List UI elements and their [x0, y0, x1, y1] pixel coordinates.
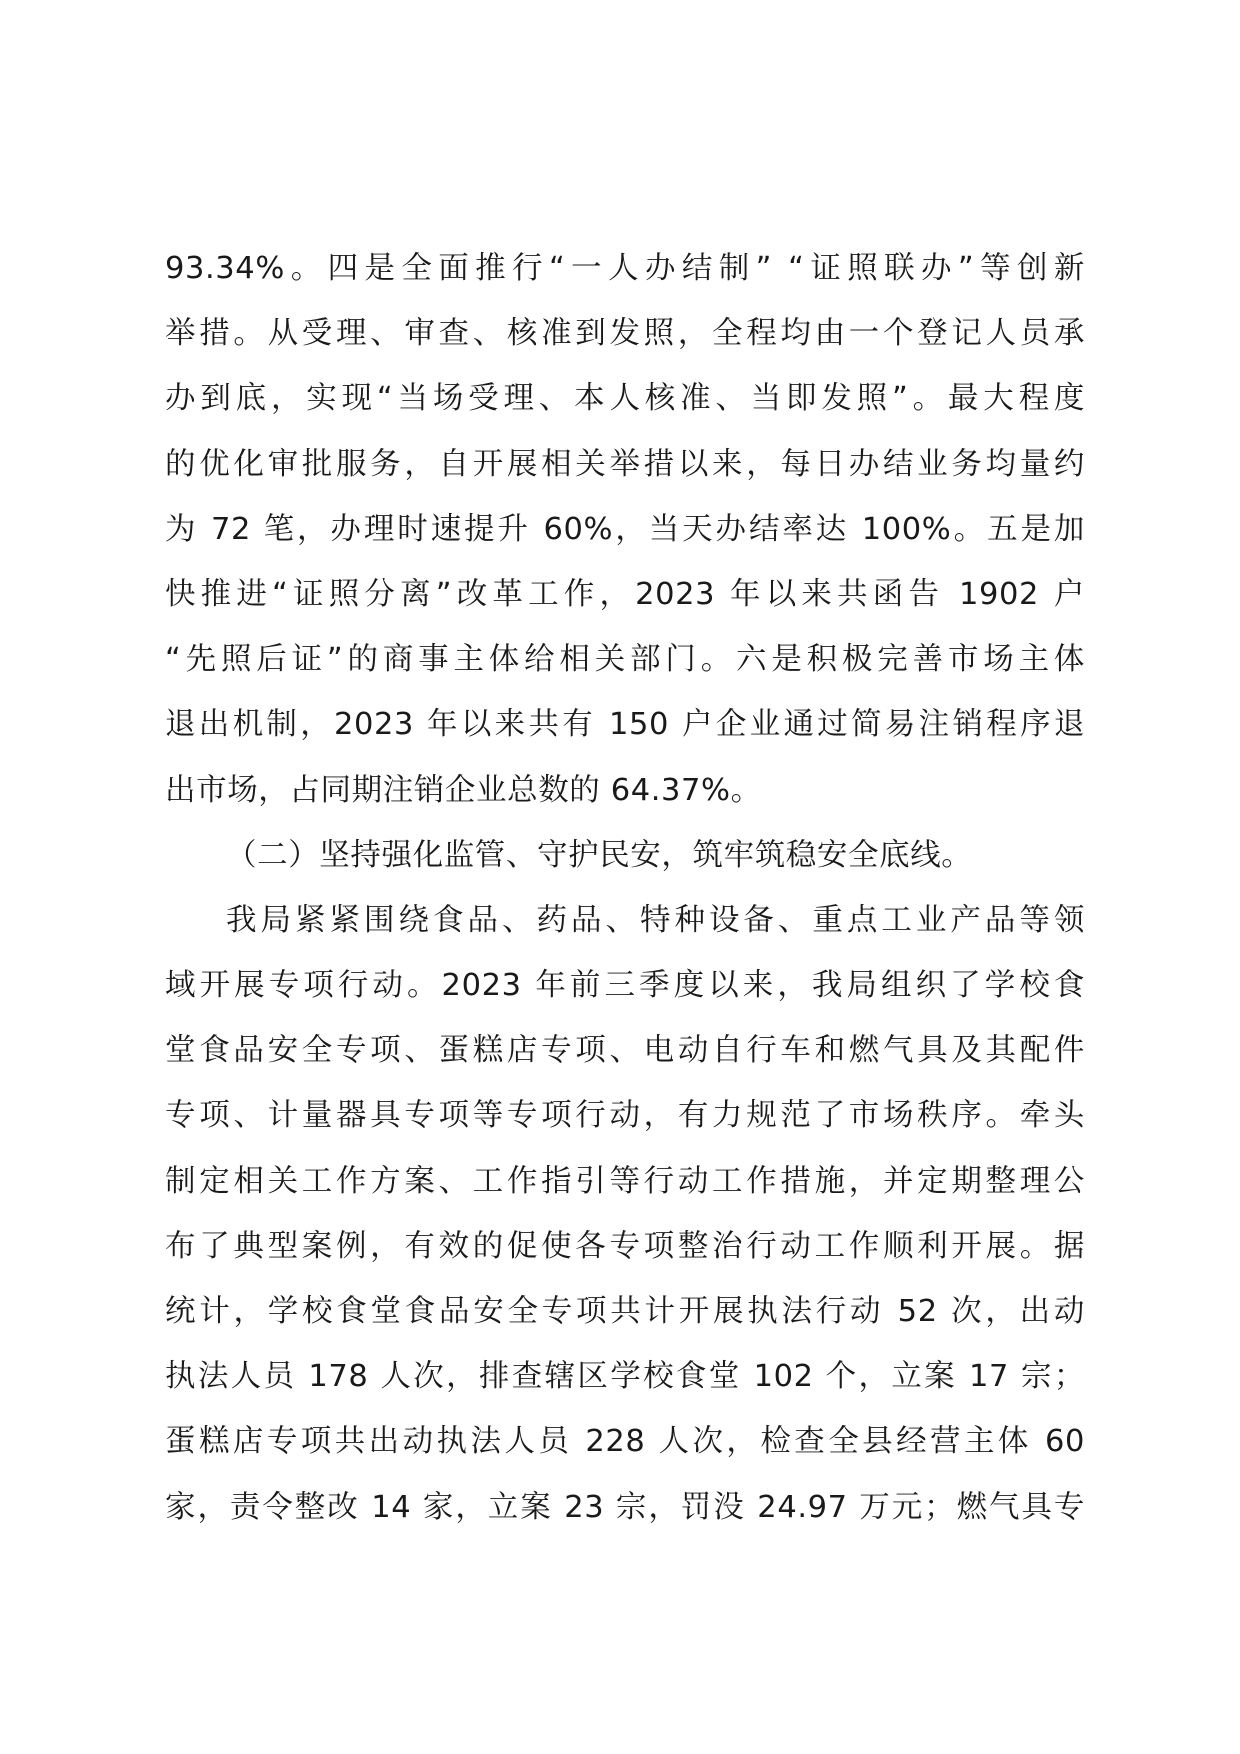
text-line: 的优化审批服务，自开展相关举措以来，每日办结业务均量约: [165, 446, 1085, 482]
text-line: 执法人员 178 人次，排查辖区学校食堂 102 个，立案 17 宗；: [165, 1359, 1085, 1395]
document-body: [165, 236, 1085, 1540]
paragraph-first-line: 我局紧紧围绕食品、药品、特种设备、重点工业产品等领: [226, 902, 1085, 938]
text-line: 家，责令整改 14 家，立案 23 宗，罚没 24.97 万元；燃气具专: [165, 1489, 1085, 1525]
text-line: 办到底，实现“当场受理、本人核准、当即发照”。最大程度: [165, 381, 1085, 417]
text-line: 堂食品安全专项、蛋糕店专项、电动自行车和燃气具及其配件: [165, 1033, 1085, 1069]
text-line: 统计，学校食堂食品安全专项共计开展执法行动 52 次，出动: [165, 1294, 1085, 1329]
text-line: 专项、计量器具专项等专项行动，有力规范了市场秩序。牵头: [165, 1098, 1085, 1134]
text-line: 93.34%。四是全面推行“一人办结制” “证照联办”等创新: [165, 251, 1085, 286]
text-line: 退出机制，2023 年以来共有 150 户企业通过简易注销程序退: [165, 707, 1085, 743]
text-line: 举措。从受理、审查、核准到发照，全程均由一个登记人员承: [165, 316, 1085, 352]
text-line: “先照后证”的商事主体给相关部门。六是积极完善市场主体: [165, 642, 1085, 678]
text-line: 为 72 笔，办理时速提升 60%，当天办结率达 100%。五是加: [165, 511, 1085, 547]
text-line: 域开展专项行动。2023 年前三季度以来，我局组织了学校食: [165, 968, 1085, 1004]
text-line: 制定相关工作方案、工作指引等行动工作措施，并定期整理公: [165, 1163, 1085, 1199]
text-line: 出市场，占同期注销企业总数的 64.37%。: [165, 772, 762, 808]
text-line: 快推进“证照分离”改革工作，2023 年以来共函告 1902 户: [165, 576, 1085, 612]
text-line: 蛋糕店专项共出动执法人员 228 人次，检查全县经营主体 60: [165, 1424, 1085, 1460]
section-heading: （二）坚持强化监管、守护民安，筑牢筑稳安全底线。: [226, 837, 973, 873]
text-line: 布了典型案例，有效的促使各专项整治行动工作顺利开展。据: [165, 1228, 1085, 1264]
